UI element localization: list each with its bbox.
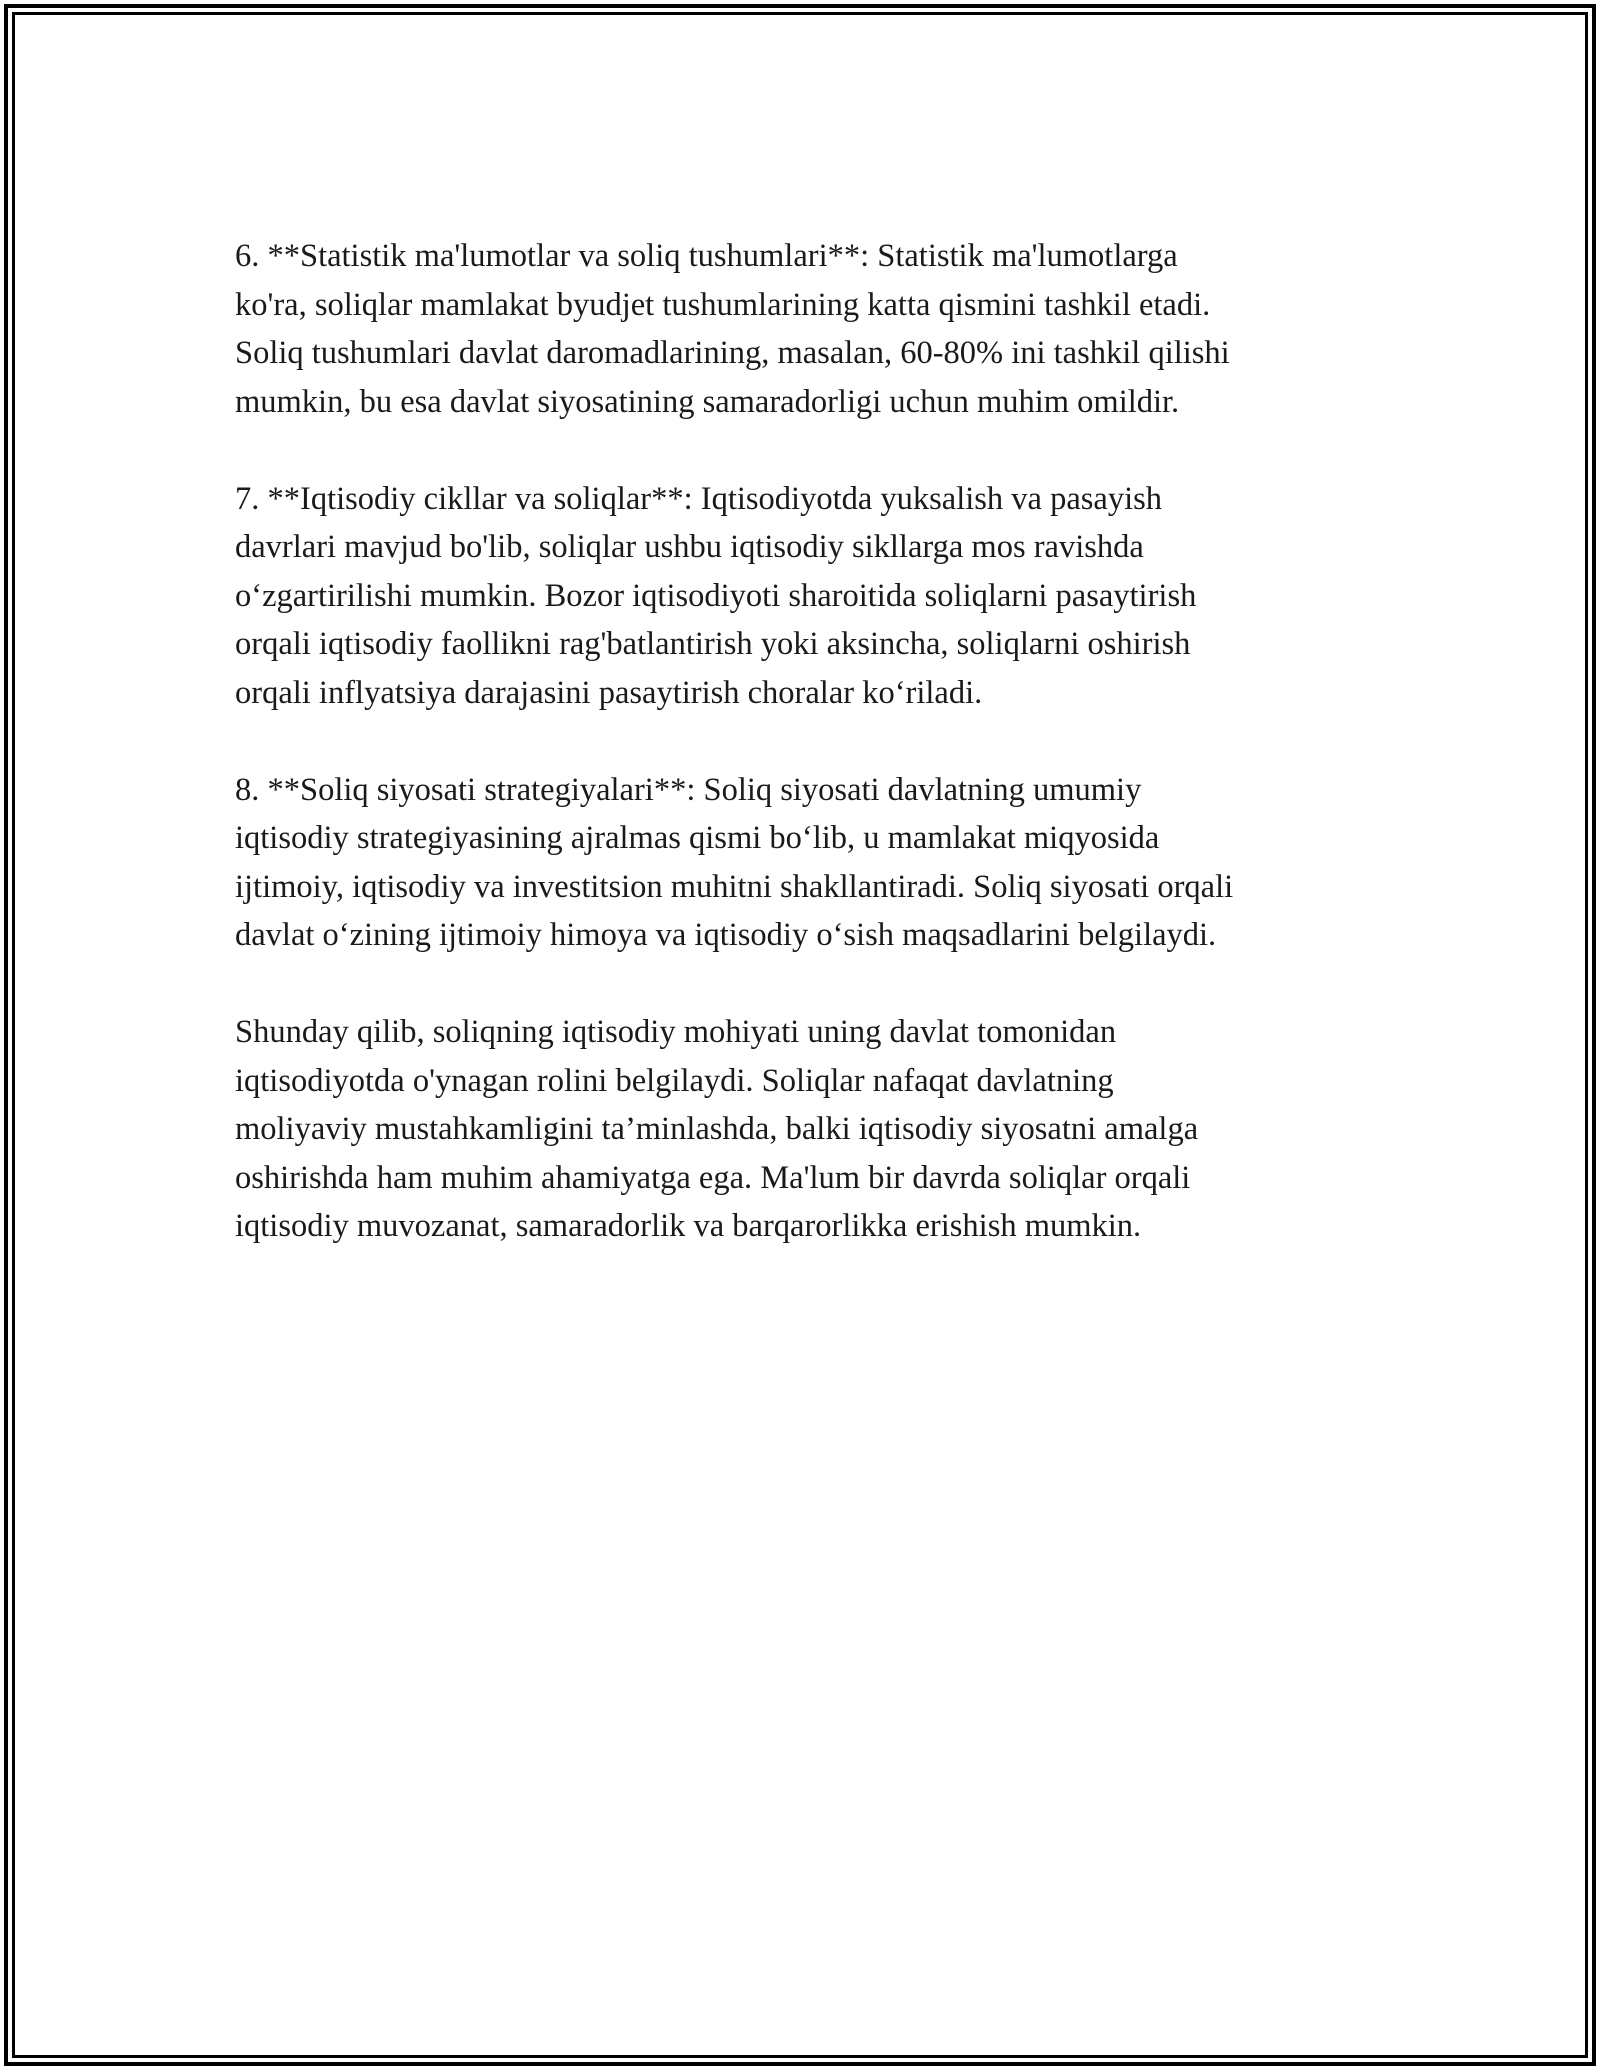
paragraph-tax-policy-strategies xyxy=(235,766,1375,960)
text-line: Shunday qilib, soliqning iqtisodiy mohiyati uning davlat tomonidan xyxy=(235,1014,1117,1050)
paragraph-economic-cycles xyxy=(235,475,1375,718)
text-line: iqtisodiy strategiyasining ajralmas qismi bo‘lib, u mamlakat miqyosida xyxy=(235,820,1160,856)
paragraph-conclusion xyxy=(235,1008,1375,1251)
text-line: orqali iqtisodiy faollikni rag'batlantirish yoki aksincha, soliqlarni oshirish xyxy=(235,626,1191,662)
text-line: 8. **Soliq siyosati strategiyalari**: Soliq siyosati davlatning umumiy xyxy=(235,771,1142,808)
text-line: o‘zgartirilishi mumkin. Bozor iqtisodiyoti sharoitida soliqlarni pasaytirish xyxy=(235,577,1197,614)
text-line: iqtisodiyotda o'ynagan rolini belgilaydi. Soliqlar nafaqat davlatning xyxy=(235,1062,1114,1099)
text-line: 6. **Statistik ma'lumotlar va soliq tushumlari**: Statistik ma'lumotlarga xyxy=(235,238,1178,274)
text-line: 7. **Iqtisodiy cikllar va soliqlar**: Iqtisodiyotda yuksalish va pasayish xyxy=(235,480,1163,517)
text-line: iqtisodiy muvozanat, samaradorlik va barqarorlikka erishish mumkin. xyxy=(235,1208,1142,1244)
text-line: ijtimoiy, iqtisodiy va investitsion muhitni shakllantiradi. Soliq siyosati orqali xyxy=(235,868,1234,905)
text-line: oshirishda ham muhim ahamiyatga ega. Ma'lum bir davrda soliqlar orqali xyxy=(235,1159,1191,1196)
text-line: mumkin, bu esa davlat siyosatining samaradorligi uchun muhim omildir. xyxy=(235,383,1180,420)
text-line: davrlari mavjud bo'lib, soliqlar ushbu iqtisodiy sikllarga mos ravishda xyxy=(235,529,1144,565)
text-line: davlat o‘zining ijtimoiy himoya va iqtisodiy o‘sish maqsadlarini belgilaydi. xyxy=(235,917,1217,953)
text-line: moliyaviy mustahkamligini ta’minlashda, balki iqtisodiy siyosatni amalga xyxy=(235,1111,1199,1147)
text-line: Soliq tushumlari davlat daromadlarining, masalan, 60-80% ini tashkil qilishi xyxy=(235,335,1230,371)
paragraph-statistics xyxy=(235,232,1375,426)
text-line: ko'ra, soliqlar mamlakat byudjet tushumlarining katta qismini tashkil etadi. xyxy=(235,286,1211,323)
text-line: orqali inflyatsiya darajasini pasaytirish choralar ko‘riladi. xyxy=(235,674,983,711)
document-body xyxy=(235,232,1375,1299)
